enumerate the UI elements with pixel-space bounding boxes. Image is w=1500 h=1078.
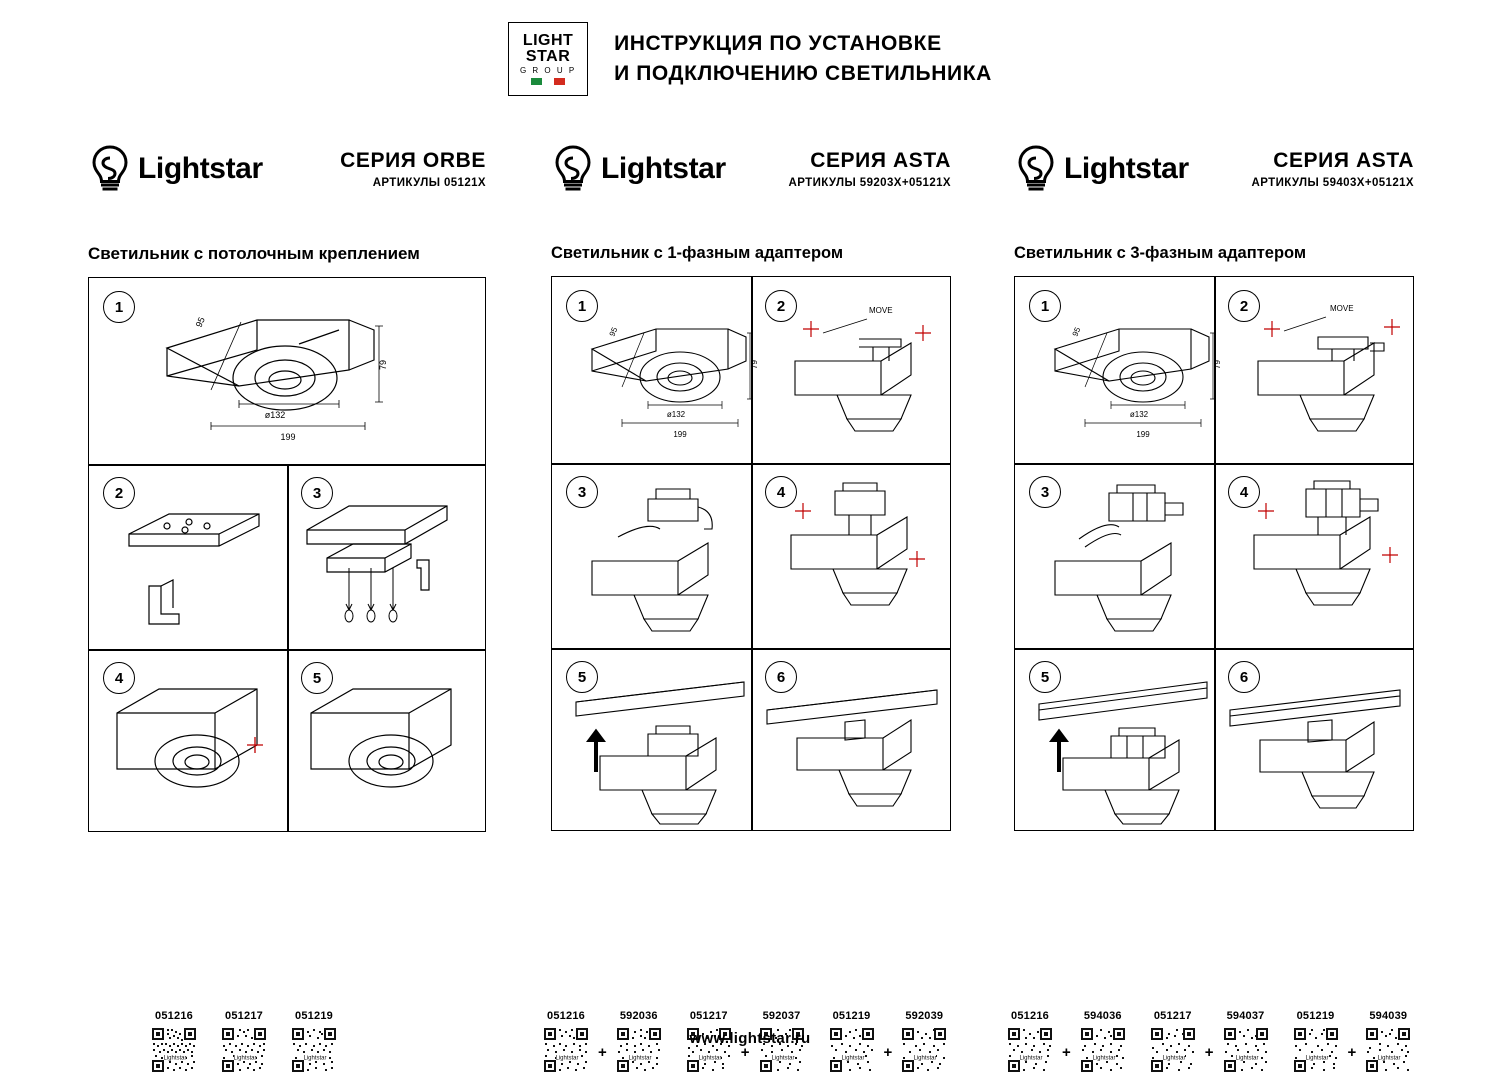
lightstar-bulb-icon <box>551 145 595 193</box>
step-cell-4 <box>1214 463 1413 648</box>
code-number: 051217 <box>689 1010 728 1022</box>
step-5-drawing <box>552 648 751 830</box>
step-cell-2 <box>89 464 287 649</box>
step-number: 4 <box>765 476 797 508</box>
series-name: СЕРИЯ ASTA <box>810 149 951 172</box>
code-number: 051219 <box>832 1010 871 1022</box>
step-3-drawing <box>1015 463 1214 648</box>
code-number: 594039 <box>1369 1010 1408 1022</box>
step-cell-1 <box>89 278 485 464</box>
step-number: 5 <box>1029 661 1061 693</box>
code-number: 051216 <box>547 1010 585 1022</box>
dim-79: 79 <box>750 360 759 369</box>
step-cell-3 <box>287 464 485 649</box>
svg-text:Lightstar: Lightstar <box>1235 1055 1259 1062</box>
brand-row <box>551 138 951 200</box>
step-number: 3 <box>301 477 333 509</box>
dim-95: 95 <box>193 315 207 329</box>
svg-text:Lightstar: Lightstar <box>1162 1055 1186 1062</box>
step-number: 6 <box>765 661 797 693</box>
step-number: 2 <box>765 290 797 322</box>
brand-name: Lightstar <box>1064 152 1189 185</box>
page-title-line-2: И ПОДКЛЮЧЕНИЮ СВЕТИЛЬНИКА <box>614 62 992 85</box>
step-number: 6 <box>1228 661 1260 693</box>
brand-name: Lightstar <box>138 152 263 185</box>
step-4-drawing <box>751 463 950 648</box>
svg-text:Lightstar: Lightstar <box>1305 1055 1329 1062</box>
step-3-drawing <box>287 464 485 649</box>
column-caption: Светильник с потолочным креплением <box>88 244 420 263</box>
step-1-drawing <box>1015 277 1222 463</box>
dim-79: 79 <box>1213 360 1222 369</box>
dim-199: 199 <box>1136 430 1150 439</box>
series-name: СЕРИЯ ORBE <box>340 149 486 172</box>
step-2-drawing <box>751 277 950 463</box>
dim-d132: ø132 <box>1129 410 1149 419</box>
plus-symbol: + <box>1062 1044 1071 1061</box>
code-number: 051217 <box>225 1010 263 1022</box>
svg-text:Lightstar: Lightstar <box>771 1055 795 1062</box>
plus-symbol: + <box>1347 1044 1357 1061</box>
series-info <box>1252 149 1414 189</box>
steps-grid <box>1014 276 1414 831</box>
column-caption: Светильник с 1-фазным адаптером <box>551 244 844 262</box>
svg-text:Lightstar: Lightstar <box>913 1055 937 1062</box>
step-number: 3 <box>566 476 598 508</box>
svg-text:Lightstar: Lightstar <box>303 1055 327 1062</box>
steps-grid <box>551 276 951 831</box>
steps-grid <box>88 277 486 832</box>
step-number: 5 <box>301 662 333 694</box>
dim-79: 79 <box>378 359 388 370</box>
plus-symbol: + <box>598 1044 607 1061</box>
lightstar-bulb-icon <box>88 145 132 193</box>
step-cell-4 <box>751 463 950 648</box>
dim-199: 199 <box>673 430 687 439</box>
brand-row <box>88 138 486 200</box>
step-number: 1 <box>566 290 598 322</box>
step-cell-5 <box>287 649 485 831</box>
svg-text:Lightstar: Lightstar <box>555 1055 579 1062</box>
step-number: 4 <box>103 662 135 694</box>
plus-symbol: + <box>883 1044 893 1061</box>
dim-199: 199 <box>280 432 296 442</box>
step-6-drawing <box>1214 648 1413 830</box>
move-label: MOVE <box>1330 304 1354 313</box>
logo-line-2: STAR <box>525 48 571 66</box>
lightstar-bulb-icon <box>1014 145 1058 193</box>
step-cell-1 <box>552 277 759 463</box>
code-number: 051216 <box>1011 1010 1049 1022</box>
logo-line-1: LIGHT <box>522 32 574 50</box>
svg-text:Lightstar: Lightstar <box>628 1055 652 1062</box>
step-cell-3 <box>552 463 751 648</box>
svg-text:Lightstar: Lightstar <box>841 1055 865 1062</box>
step-cell-2 <box>1214 277 1413 463</box>
column-asta-1phase <box>551 138 951 831</box>
dim-d132: ø132 <box>666 410 686 419</box>
code-number: 051219 <box>1296 1010 1335 1022</box>
step-3-drawing <box>552 463 751 648</box>
svg-text:Lightstar: Lightstar <box>1092 1055 1116 1062</box>
columns-container <box>0 138 1500 998</box>
step-cell-1 <box>1015 277 1222 463</box>
step-number: 5 <box>566 661 598 693</box>
series-info <box>789 149 951 189</box>
move-label: MOVE <box>869 306 893 315</box>
series-articles: АРТИКУЛЫ 59403Х+05121Х <box>1251 177 1414 189</box>
code-number: 051216 <box>155 1010 193 1022</box>
step-5-drawing <box>287 649 485 831</box>
step-cell-2 <box>751 277 950 463</box>
code-number: 592039 <box>905 1010 944 1022</box>
step-4-drawing <box>1214 463 1413 648</box>
svg-text:Lightstar: Lightstar <box>1019 1055 1043 1062</box>
brand-name: Lightstar <box>601 152 726 185</box>
code-number: 594036 <box>1083 1010 1122 1022</box>
step-2-drawing <box>89 464 287 649</box>
step-2-drawing <box>1214 277 1413 463</box>
svg-text:Lightstar: Lightstar <box>698 1055 722 1062</box>
document-header <box>0 22 1500 96</box>
series-name: СЕРИЯ ASTA <box>1273 149 1414 172</box>
column-asta-3phase <box>1014 138 1414 831</box>
step-cell-6 <box>751 648 950 830</box>
series-info <box>340 149 486 189</box>
step-number: 3 <box>1029 476 1061 508</box>
page-title <box>614 29 992 90</box>
svg-text:Lightstar: Lightstar <box>1377 1055 1401 1062</box>
dim-d132: ø132 <box>264 410 286 420</box>
column-caption: Светильник с 3-фазным адаптером <box>1014 244 1307 262</box>
code-number: 592036 <box>619 1010 658 1022</box>
step-number: 2 <box>103 477 135 509</box>
step-1-drawing <box>552 277 759 463</box>
step-cell-5 <box>1015 648 1214 830</box>
dim-95: 95 <box>1070 326 1083 338</box>
column-orbe <box>88 138 486 832</box>
dim-95: 95 <box>607 326 620 338</box>
step-cell-5 <box>552 648 751 830</box>
step-cell-4 <box>89 649 287 831</box>
code-number: 051219 <box>295 1010 333 1022</box>
step-number: 1 <box>103 291 135 323</box>
brand-row <box>1014 138 1414 200</box>
step-number: 2 <box>1228 290 1260 322</box>
step-4-drawing <box>89 649 287 831</box>
italy-flag-icon <box>531 78 565 85</box>
svg-text:Lightstar: Lightstar <box>233 1055 257 1062</box>
step-number: 4 <box>1228 476 1260 508</box>
step-cell-6 <box>1214 648 1413 830</box>
series-articles: АРТИКУЛЫ 05121Х <box>372 177 486 189</box>
lightstar-group-logo <box>508 22 588 96</box>
step-cell-3 <box>1015 463 1214 648</box>
code-number: 592037 <box>762 1010 801 1022</box>
logo-line-3: G R O U P <box>519 65 577 75</box>
step-1-drawing <box>89 278 485 464</box>
step-number: 1 <box>1029 290 1061 322</box>
footer-website[interactable]: www.lightstar.ru <box>689 1030 811 1047</box>
page-title-line-1: ИНСТРУКЦИЯ ПО УСТАНОВКЕ <box>614 31 942 55</box>
plus-symbol: + <box>740 1044 750 1061</box>
code-number: 051217 <box>1153 1010 1192 1022</box>
svg-text:Lightstar: Lightstar <box>163 1055 187 1062</box>
series-articles: АРТИКУЛЫ 59203Х+05121Х <box>788 177 951 189</box>
plus-symbol: + <box>1204 1044 1214 1061</box>
step-5-drawing <box>1015 648 1214 830</box>
code-number: 594037 <box>1226 1010 1265 1022</box>
step-6-drawing <box>751 648 950 830</box>
